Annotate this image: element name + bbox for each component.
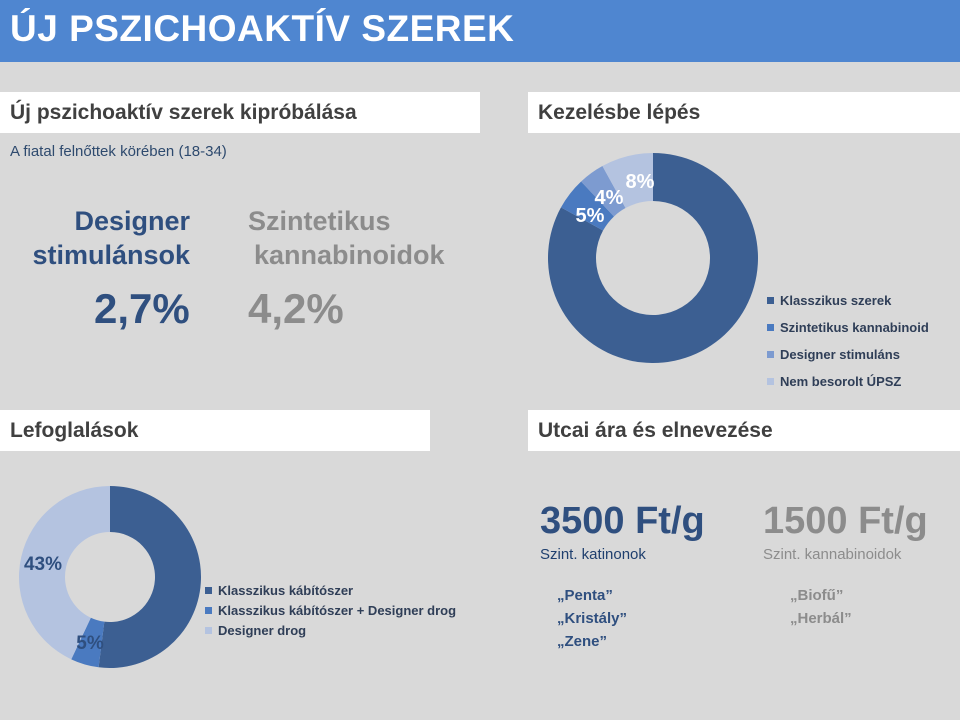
legend-swatch xyxy=(205,587,212,594)
seizures-legend xyxy=(205,580,456,640)
trial-subtitle: A fiatal felnőttek körében (18-34) xyxy=(10,143,227,160)
stat-designer-label-line1: Designer xyxy=(74,206,190,236)
data-label-designer-drog: 43% xyxy=(23,554,63,575)
stat-designer-label-line2: stimulánsok xyxy=(32,240,190,270)
legend-swatch xyxy=(767,324,774,331)
treatment-donut-chart xyxy=(548,153,758,363)
seizures-donut-chart xyxy=(19,486,201,668)
data-label-klasszikus-kabitoszer-designer-drog: 5% xyxy=(76,633,104,654)
legend-swatch xyxy=(767,351,774,358)
section-header-trial: Új pszichoaktív szerek kipróbálása xyxy=(0,92,480,133)
street-name: „Zene” xyxy=(557,633,608,650)
street-name: „Kristály” xyxy=(557,610,628,627)
legend-swatch xyxy=(767,378,774,385)
cathinone-street-names xyxy=(557,584,627,653)
title-banner xyxy=(0,0,960,62)
legend-item-klasszikus-kabitoszer xyxy=(205,580,456,600)
price-cathinones-value: 3500 Ft/g xyxy=(540,500,705,542)
legend-label: Nem besorolt ÚPSZ xyxy=(780,374,902,389)
legend-item-designer-drog xyxy=(205,620,456,640)
legend-swatch xyxy=(767,297,774,304)
legend-item-designer-stimulans xyxy=(767,341,929,368)
stat-cannabinoid-label xyxy=(248,204,458,272)
legend-label: Szintetikus kannabinoid xyxy=(780,320,929,335)
stat-cannabinoid-label-line2: kannabinoidok xyxy=(254,240,445,270)
cannabinoid-street-names xyxy=(790,584,852,630)
legend-label: Designer stimuláns xyxy=(780,347,900,362)
street-name: „Penta” xyxy=(557,587,613,604)
legend-swatch xyxy=(205,627,212,634)
stat-designer-label xyxy=(20,204,190,272)
data-label-szintetikus-kannabinoid: 5% xyxy=(575,205,605,227)
section-header-treatment: Kezelésbe lépés xyxy=(528,92,960,133)
stat-cannabinoid-label-line1: Szintetikus xyxy=(248,206,391,236)
slice-klasszikus-kabitoszer xyxy=(99,486,201,668)
section-header-seizures: Lefoglalások xyxy=(0,410,430,451)
street-name: „Herbál” xyxy=(790,610,852,627)
page-title: ÚJ PSZICHOAKTÍV SZEREK xyxy=(10,8,515,49)
legend-item-klasszikus-szerek xyxy=(767,287,929,314)
stat-cannabinoid-value: 4,2% xyxy=(248,285,344,332)
legend-item-klasszikus-kabitoszer-designer-drog xyxy=(205,600,456,620)
price-cannabinoids-value: 1500 Ft/g xyxy=(763,500,928,542)
section-header-street: Utcai ára és elnevezése xyxy=(528,410,960,451)
legend-label: Designer drog xyxy=(218,622,307,638)
legend-item-szintetikus-kannabinoid xyxy=(767,314,929,341)
legend-item-nem-besorolt-upsz xyxy=(767,368,929,395)
price-cannabinoids-label: Szint. kannabinoidok xyxy=(763,546,902,563)
legend-swatch xyxy=(205,607,212,614)
street-name: „Biofű” xyxy=(790,587,844,604)
stat-designer-value: 2,7% xyxy=(94,285,190,332)
price-cathinones-label: Szint. katinonok xyxy=(540,546,646,563)
legend-label: Klasszikus kábítószer + Designer drog xyxy=(218,602,457,618)
data-label-nem-besorolt-upsz: 8% xyxy=(625,171,655,193)
legend-label: Klasszikus szerek xyxy=(780,293,892,308)
data-label-designer-stimulans: 4% xyxy=(594,187,624,209)
treatment-legend xyxy=(767,287,929,395)
legend-label: Klasszikus kábítószer xyxy=(218,582,354,598)
